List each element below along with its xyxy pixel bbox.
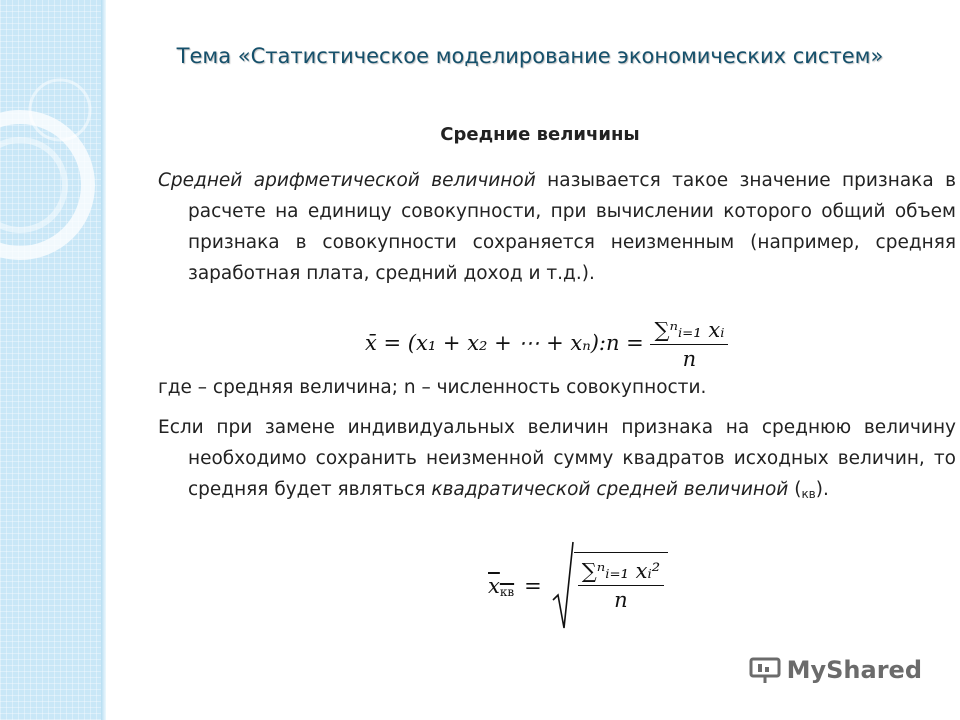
section-heading: Средние величины (440, 124, 640, 145)
decorative-circles (0, 0, 106, 720)
sidebar-edge (101, 0, 106, 720)
square-root-icon (552, 540, 574, 632)
formula1-numerator: ∑ⁿᵢ₌₁ xᵢ (650, 318, 728, 345)
formula-quadratic-mean (488, 540, 668, 632)
formula2-numerator: ∑ⁿᵢ₌₁ xᵢ² (578, 559, 664, 586)
quadratic-paren-close: ). (815, 479, 829, 500)
formula2-fraction (578, 559, 664, 612)
watermark-text: MyShared (786, 656, 922, 684)
term-quadratic-mean: квадратической средней величиной (431, 479, 789, 500)
formula1-lhs: x̄ = (x₁ + x₂ + ⋯ + xₙ):n = (365, 331, 644, 355)
formula1-fraction (650, 318, 728, 371)
slide-title: Тема «Статистическое моделирование экономических систем» (176, 44, 884, 68)
where-paragraph: где – средняя величина; n – численность совокупности. (158, 377, 707, 398)
formula2-equals: = (524, 574, 542, 598)
formula-arithmetic-mean (365, 318, 728, 371)
formula2-var-subscript: кв (499, 584, 515, 599)
quadratic-text: Если при замене индивидуальных величин признака на среднюю величину необходимо сохранить неизменной сумму квадратов исходных величин, то средняя будет являться (158, 417, 956, 500)
watermark-logo (749, 656, 922, 684)
formula2-var (488, 574, 514, 599)
formula2-denominator: n (614, 588, 628, 612)
definition-text: называется такое значение признака в расчете на единицу совокупности, при вычислении которого общий объем признака в совокупности сохраняется неизменным (например, средняя заработная плата, средний доход и т.д.). (188, 170, 956, 284)
definition-paragraph (158, 165, 956, 289)
quadratic-subscript: кв (801, 487, 816, 501)
term-arithmetic-mean: Средней арифметической величиной (158, 170, 536, 191)
quadratic-paren-open: ( (788, 479, 802, 500)
formula2-var-letter: x (488, 573, 500, 598)
quadratic-paragraph (158, 412, 956, 510)
formula1-denominator: n (682, 347, 697, 371)
presentation-icon (749, 656, 781, 684)
formula2-radicand (574, 552, 668, 612)
decorative-sidebar (0, 0, 106, 720)
